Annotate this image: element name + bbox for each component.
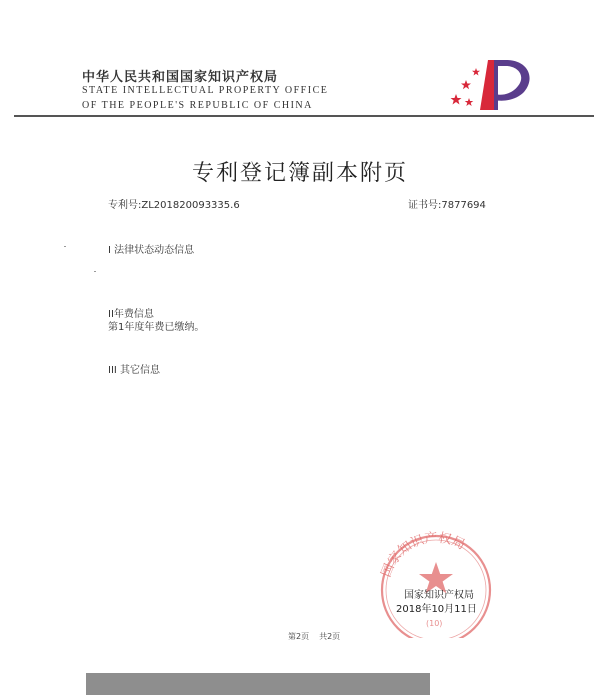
logo-purple-arc (494, 60, 530, 110)
org-name-english-line1: STATE INTELLECTUAL PROPERTY OFFICE (82, 85, 329, 96)
seal-ring-text: 国家知识产权局 (378, 530, 468, 580)
section-annual-fee-body: 第1年度年费已缴纳。 (108, 322, 205, 333)
certificate-number: 证书号:7877694 (408, 200, 486, 211)
section-other-info-heading: III 其它信息 (108, 365, 161, 376)
section-annual-fee-heading: II年费信息 (108, 309, 154, 320)
scan-speck (94, 271, 96, 272)
section-legal-status-heading: I 法律状态动态信息 (108, 245, 195, 256)
logo-star-1 (451, 94, 462, 105)
patent-number: 专利号:ZL201820093335.6 (108, 200, 240, 211)
scan-shadow-bar (86, 673, 430, 695)
org-name-chinese: 中华人民共和国国家知识产权局 (82, 70, 279, 85)
header-divider (14, 115, 594, 117)
logo-star-2 (461, 80, 471, 89)
scan-speck (64, 246, 66, 247)
issuer-name: 国家知识产权局 (404, 590, 474, 601)
page-current: 第2页 (288, 632, 310, 641)
issue-date: 2018年10月11日 (396, 604, 477, 615)
pagination (288, 631, 350, 642)
logo-red-wedge (480, 60, 494, 110)
org-name-english-line2: OF THE PEOPLE'S REPUBLIC OF CHINA (82, 100, 313, 111)
document-title: 专利登记簿副本附页 (191, 161, 408, 186)
logo-star-4 (472, 68, 480, 76)
cnipa-logo-icon (446, 56, 542, 114)
page-total: 共2页 (319, 632, 341, 641)
seal-inner-text: (10) (426, 619, 443, 628)
logo-star-3 (465, 98, 474, 106)
official-seal-icon (370, 528, 502, 638)
